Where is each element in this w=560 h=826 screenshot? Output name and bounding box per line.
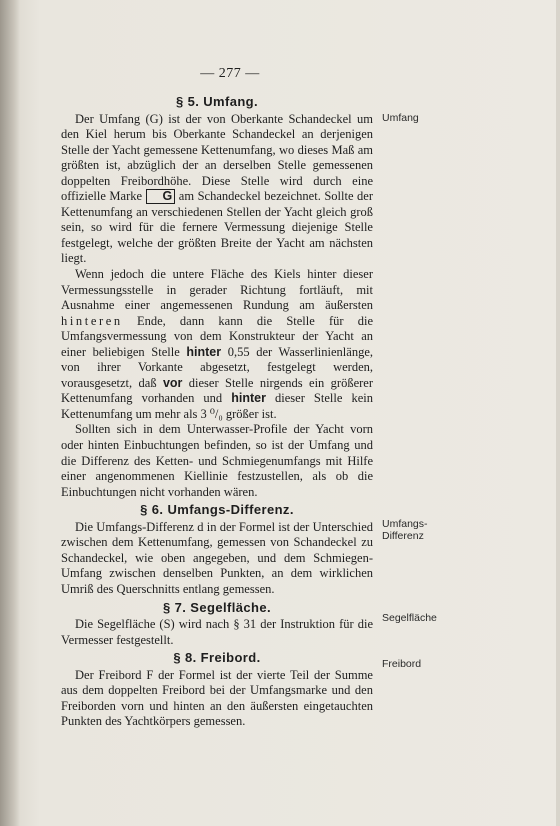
section-5-paragraph-2: Wenn jedoch die untere Fläche des Kiels hinter dieser Vermessungsstelle in gerader Richtung fortläuft, mit Ausnahme einer angemessenen Rundung am äußersten hinteren Ende, dann kann die Stelle für die Umfangsvermessung von dem Konstrukteur der Yacht an einer beliebigen Stelle hinter 0,55 der Wasserlinienlänge, von ihrer Vorkante abgesetzt, festgelegt werden, vorausgesetzt, daß vor dieser Stelle nirgends ein größerer Kettenumfang vorhanden und hinter dieser Stelle kein Kettenumfang um mehr als 3 ⁰/₀ größer ist. (61, 267, 373, 421)
margin-note-umfang: Umfang (382, 112, 419, 124)
section-7-heading: § 7. Segelfläche. (163, 599, 271, 615)
page-number: — 277 — (200, 66, 260, 81)
section-8-paragraph: Der Freibord F der Formel ist der vierte Teil der Summe aus dem doppelten Freibord bei der Umfangsmarke und den Freiborden vorn und hinten an den äußersten eingetauchten Punkten des Yachtkörpers gemessen. (61, 667, 373, 729)
margin-note-freibord: Freibord (382, 658, 422, 670)
main-text (61, 92, 373, 730)
section-5-paragraph-1: Der Umfang (G) ist der von Oberkante Schandeckel um den Kiel herum bis Oberkante Schandeckel an derjenigen Stelle der Yacht gemessene Kettenumfang, wo dieses Maß am größten ist, abzüglich der an derselben Stelle gemessenen doppelten Freibordhöhe. Diese Stelle wird durch eine offizielle Marke G am Schandeckel bezeichnet. Sollte der Kettenumfang an verschiedenen Stellen der Yacht gleich groß sein, so wird für die fernere Vermessung diejenige Stelle festgelegt, welche der größten Breite der Yacht am nächsten liegt. (61, 111, 373, 266)
section-8-heading: § 8. Freibord. (173, 650, 261, 666)
page-edge (556, 0, 560, 826)
binding-shadow (0, 0, 20, 826)
margin-note-segelflaeche: Segelfläche (382, 612, 437, 624)
mark-g-box: G (146, 189, 176, 204)
section-7-paragraph: Die Segelfläche (S) wird nach § 31 der Instruktion für die Vermesser festgestellt. (61, 617, 373, 647)
margin-note-umfangs-differenz: Umfangs- Differenz (382, 518, 428, 542)
section-6-heading: § 6. Umfangs-Differenz. (140, 502, 294, 518)
section-6-paragraph: Die Umfangs-Differenz d in der Formel ist der Unterschied zwischen dem Kettenumfang, gemessen von Schandeckel zu Schandeckel, wie oben angegeben, und dem Schmiegen-Umfang zwischen denselben Punkten, an dem wirklichen Umriß des Querschnitts entlang gemessen. (61, 519, 373, 596)
section-5-paragraph-3: Sollten sich in dem Unterwasser-Profile der Yacht vorn oder hinten Einbuchtungen befinden, so ist der Umfang und die Differenz des Ketten- und Schmiegenumfangs mit Hilfe einer angenommenen Kiellinie festzustellen, als ob die Einbuchtungen nicht vorhanden wären. (61, 422, 373, 499)
section-5-heading: § 5. Umfang. (175, 94, 259, 109)
